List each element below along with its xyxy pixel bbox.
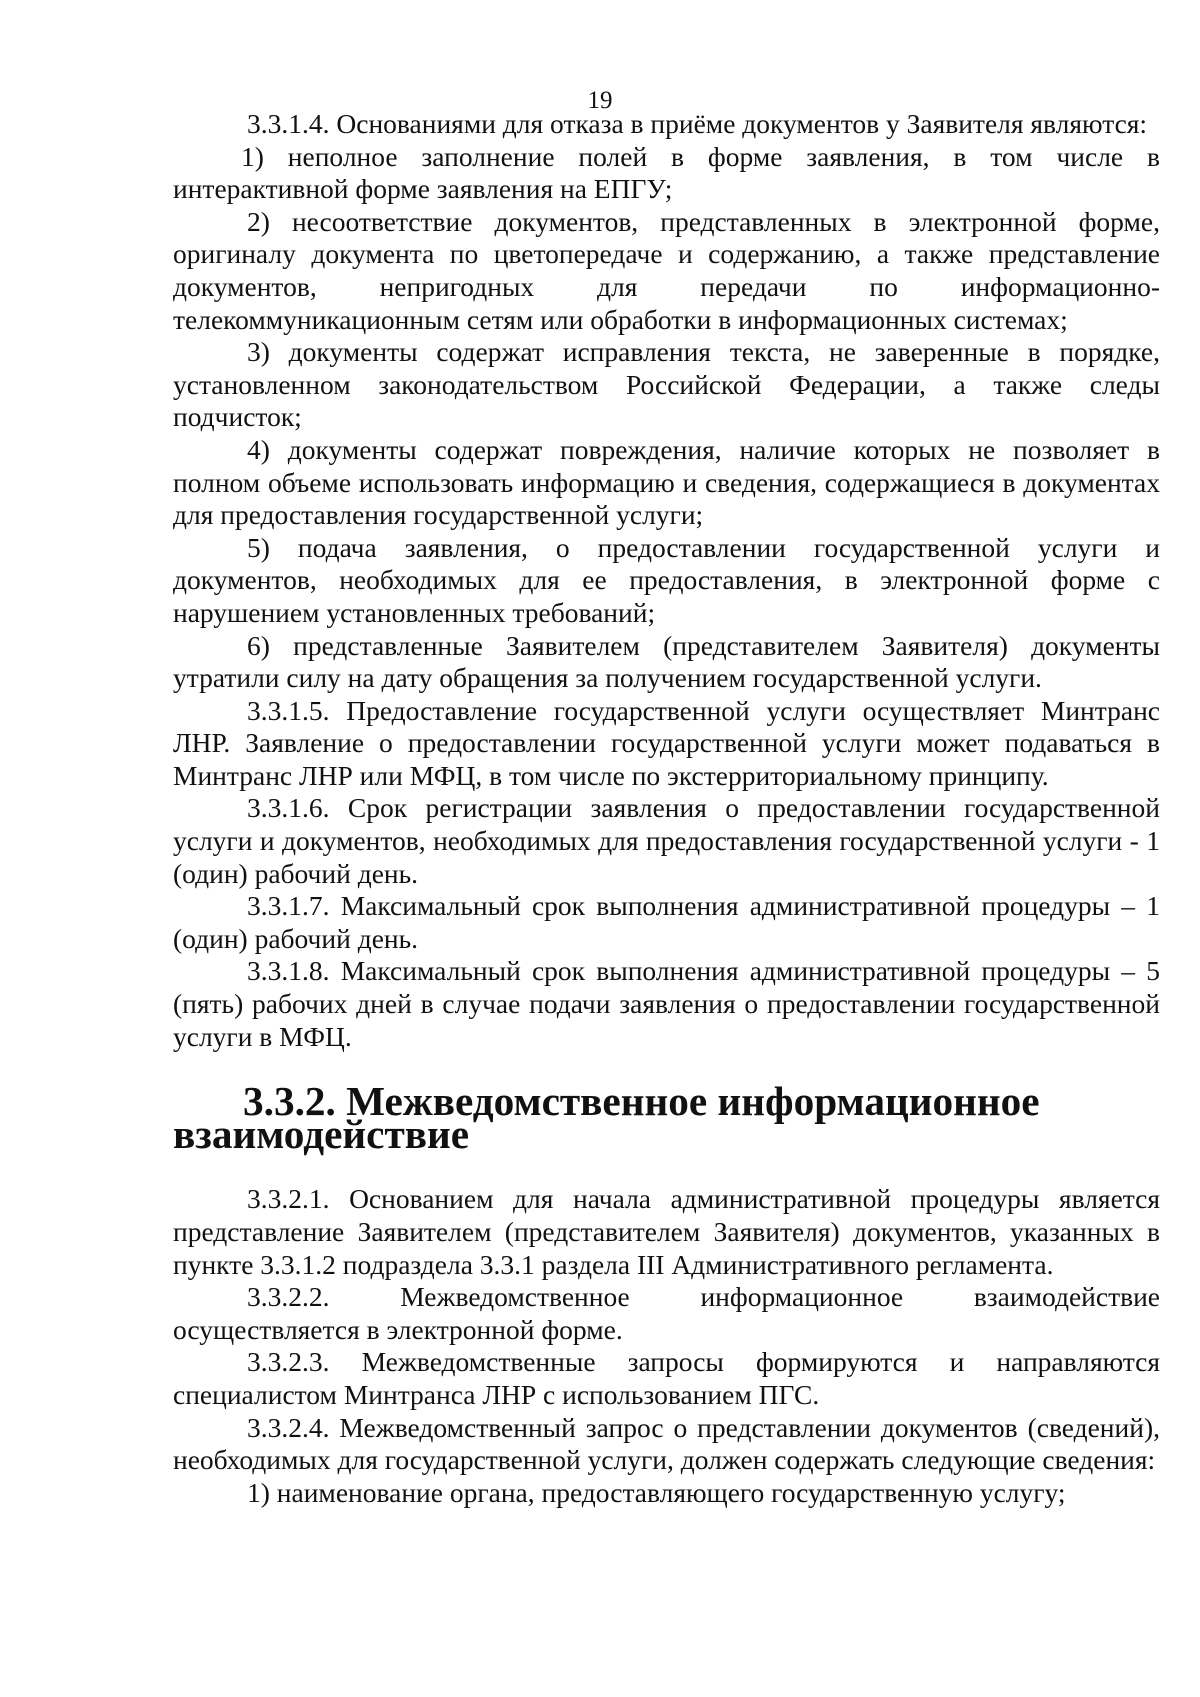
paragraph-3-3-1-6: 3.3.1.6. Срок регистрации заявления о предоставлении государственной услуги и документов, необходимых для предоставления государственной услуги - 1 (один) рабочий день.	[173, 792, 1160, 889]
paragraph-3-3-2-4: 3.3.2.4. Межведомственный запрос о представлении документов (сведений), необходимых для государственной услуги, должен содержать следующие сведения:	[173, 1411, 1160, 1476]
paragraph-3-3-2-1: 3.3.2.1. Основанием для начала административной процедуры является представление Заявителем (представителем Заявителя) документов, указанных в пункте 3.3.1.2 подраздела 3.3.1 раздела III Административного регламента.	[173, 1183, 1160, 1280]
paragraph-3-3-1-4: 3.3.1.4. Основаниями для отказа в приёме документов у Заявителя являются:	[247, 108, 1148, 139]
document-body	[173, 108, 1160, 1509]
paragraph-3-3-2-3: 3.3.2.3. Межведомственные запросы формируются и направляются специалистом Минтранса ЛНР с использованием ПГС.	[173, 1346, 1160, 1410]
paragraph-item-6: 6) представленные Заявителем (представителем Заявителя) документы утратили силу на дату обращения за получением государственной услуги.	[173, 629, 1160, 694]
paragraph-item-4: 4) документы содержат повреждения, наличие которых не позволяет в полном объеме использовать информацию и сведения, содержащиеся в документах для предоставления государственной услуги;	[173, 433, 1160, 531]
paragraph-3-3-2-2: 3.3.2.2. Межведомственное информационное взаимодействие осуществляется в электронной форме.	[173, 1281, 1160, 1345]
paragraph-item-1: 1) неполное заполнение полей в форме заявления, в том числе в интерактивной форме заявления на ЕПГУ;	[173, 140, 1160, 205]
paragraph-3-3-1-7: 3.3.1.7. Максимальный срок выполнения административной процедуры – 1 (один) рабочий день.	[173, 890, 1160, 954]
paragraph-3-3-1-8: 3.3.1.8. Максимальный срок выполнения административной процедуры – 5 (пять) рабочих дней в случае подачи заявления о предоставлении государственной услуги в МФЦ.	[173, 955, 1160, 1052]
paragraph-3-3-1-5: 3.3.1.5. Предоставление государственной услуги осуществляет Минтранс ЛНР. Заявление о предоставлении государственной услуги может подаваться в Минтранс ЛНР или МФЦ, в том числе по экстерриториальному принципу.	[173, 694, 1160, 791]
paragraph-item-3: 3) документы содержат исправления текста, не заверенные в порядке, установленном законодательством Российской Федерации, а также следы подчисток;	[173, 336, 1160, 433]
paragraph-item-5: 5) подача заявления, о предоставлении государственной услуги и документов, необходимых для ее предоставления, в электронной форме с нарушением установленных требований;	[173, 531, 1160, 628]
paragraph-item-2: 2) несоответствие документов, представленных в электронной форме, оригиналу документа по цветопередаче и содержанию, а также представление документов, непригодных для передачи по информационно-телекоммуникационным сетям или обработки в информационных системах;	[173, 205, 1160, 335]
page-number: 19	[587, 87, 613, 114]
paragraph-list-item-1: 1) наименование органа, предоставляющего государственную услугу;	[247, 1476, 1066, 1508]
section-heading-3-3-2: 3.3.2. Межведомственное информационное взаимодействие	[173, 1078, 1040, 1157]
